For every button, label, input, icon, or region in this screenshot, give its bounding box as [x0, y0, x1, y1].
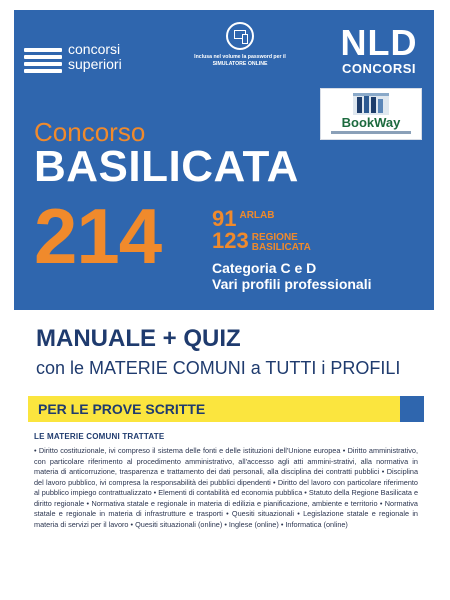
brand-line-1: concorsi	[68, 41, 121, 57]
banner-accent-square	[400, 396, 424, 422]
posts-split-label: ARLAB	[239, 210, 275, 221]
total-posts-number: 214	[34, 192, 162, 280]
subtitle-manuale: MANUALE + QUIZ	[36, 325, 241, 352]
posts-split-label: REGIONE BASILICATA	[251, 232, 311, 253]
concorsi-superiori-logo	[24, 42, 164, 78]
simulator-note: Inclusa nel volume la password per il SIMULATORE ONLINE	[194, 54, 286, 67]
category-line: Categoria C e D	[212, 260, 317, 276]
category-info	[212, 260, 371, 292]
posts-split-number: 123	[212, 228, 249, 253]
nld-logo-subtext: CONCORSI	[341, 61, 417, 76]
bookway-tagline	[331, 131, 411, 134]
posts-split-number: 91	[212, 206, 237, 231]
simulator-badge	[190, 20, 290, 80]
nld-concorsi-logo	[334, 24, 424, 76]
banner-text: PER LE PROVE SCRITTE	[38, 401, 206, 417]
profiles-line: Vari profili professionali	[212, 276, 372, 292]
brand-line-2: superiori	[68, 56, 122, 72]
nld-logo-text: NLD	[340, 22, 418, 63]
cover-top-band	[14, 10, 434, 310]
devices-icon	[226, 22, 254, 50]
prove-scritte-banner	[28, 396, 400, 422]
posts-split-regione	[212, 230, 314, 253]
title-kicker: Concorso	[34, 117, 146, 147]
book-cover	[14, 10, 434, 592]
bookway-logo	[320, 88, 422, 140]
title-main: BASILICATA	[34, 142, 299, 191]
posts-split-arlab	[212, 208, 274, 230]
contents-body: • Diritto costituzionale, ivi compreso il sistema delle fonti e delle istituzioni dell'Unione europea • Diritto amministrativo, con particolare riferimento al procedimento amministrativo, all'accesso agli atti ammini-strativi, alla normativa in materia di anticorruzione, trasparenza e trattamento dei dati personali, alla disciplina dei contratti pubblici • Disciplina del lavoro pubblico, ivi compresa la responsabilità dei pubblici dipendenti • Diritto del lavoro con particolare riferimento al pubblico impiego contrattualizzato • Elementi di contabilità ed economia pubblica • Statuto della Regione Basilicata e diritto regionale • Normativa statale e regionale in materia di edilizia e pianificazione, ambiente e territorio • Normativa statale e regionale in materia di infrastrutture e trasporti • Quesiti situazionali • Legislazione statale e regionale in materia di servizi per il lavoro • Quesiti situazionali (online) • Inglese (online) • Informatica (online)	[34, 446, 418, 529]
bookway-name: BookWay	[341, 115, 401, 130]
contents-heading: LE MATERIE COMUNI TRATTATE	[34, 432, 165, 441]
books-stack-icon	[24, 48, 62, 74]
brand-name	[68, 42, 122, 72]
subtitle-materie: con le MATERIE COMUNI a TUTTI i PROFILI	[36, 358, 401, 378]
bookway-building-icon	[351, 91, 391, 117]
